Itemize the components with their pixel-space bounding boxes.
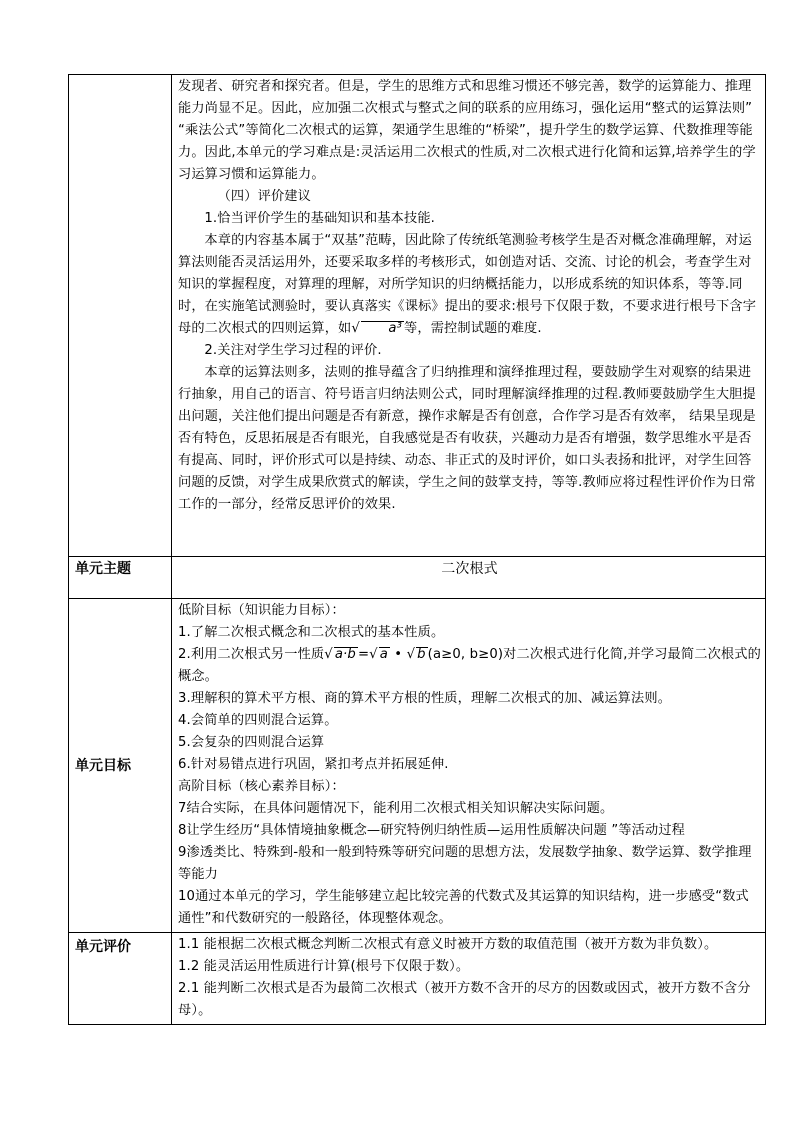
evaluation-suggestions-cell — [172, 75, 766, 557]
table-row-unit-evaluation — [69, 933, 766, 1025]
goal-7: 7结合实际，在具体问题情况下，能利用二次根式相关知识解决实际问题。 — [178, 801, 614, 816]
double-basics-text-end: 等，需控制试题的难度. — [404, 321, 542, 336]
eval-criterion-1-2: 1.2 能灵活运用性质进行计算(根号下仅限于数）。 — [178, 959, 470, 974]
table-row-evaluation-suggestions — [69, 75, 766, 557]
unit-evaluation-label: 单元评价 — [69, 933, 172, 1025]
eval-criterion-2-1: 2.1 能判断二次根式是否为最简二次根式（被开方数不含开的尽方的因数或因式，被开方数不含分母）。 — [178, 981, 751, 1018]
goal-4: 4.会简单的四则混合运算。 — [178, 713, 338, 728]
section-heading-evaluation: （四）评价建议 — [217, 189, 311, 204]
goal-6: 6.针对易错点进行巩固，紧扣考点并拓展延伸. — [178, 757, 449, 772]
goal-1: 1.了解二次根式概念和二次根式的基本性质。 — [178, 625, 445, 640]
goal-8: 8让学生经历“具体情境抽象概念—研究特例归纳性质—运用性质解决问题 ”等活动过程 — [178, 823, 685, 838]
unit-goals-label: 单元目标 — [69, 599, 172, 933]
difficulty-paragraph: 发现者、研究者和探究者。但是，学生的思维方式和思维习惯还不够完善，数学的运算能力、推理能力尚显不足。因此，应加强二次根式与整式之间的联系的应用练习，强化运用“整式的运算法则” “乘法公式”等简化二次根式的运算，架通学生思维的“桥梁”，提升学生的数学运算、代数推理等能力。因此,本单元的学习难点是:灵活运用二次根式的性质,对二次根式进行化简和运算,培养学生的学习运算习惯和运算能力。 — [178, 79, 756, 182]
unit-evaluation-cell — [172, 933, 766, 1025]
goal-5: 5.会复杂的四则混合运算 — [178, 735, 325, 750]
goal-3: 3.理解积的算术平方根、商的算术平方根的性质，理解二次根式的加、减运算法则。 — [178, 691, 672, 706]
unit-theme-label: 单元主题 — [69, 557, 172, 599]
unit-plan-table — [68, 74, 766, 1025]
goal-2 — [178, 644, 761, 688]
sqrt-b: b — [417, 647, 426, 662]
sqrt-symbol-icon: √ — [324, 647, 333, 662]
goal-2-text-end: (a≥0, b≥0)对二次根式进行化简,并学习最简二次根式的概念。 — [178, 647, 761, 684]
table-row-unit-goals — [69, 599, 766, 933]
sqrt-a-cubed: a³ — [361, 321, 404, 336]
goal-2-text: 2.利用二次根式另一性质 — [178, 647, 325, 662]
empty-label-cell — [69, 75, 172, 557]
eval-item-2: 2.关注对学生学习过程的评价. — [204, 343, 382, 358]
high-goals-heading: 高阶目标（核心素养目标）： — [178, 779, 345, 794]
table-row-unit-theme — [69, 557, 766, 599]
process-eval-paragraph: 本章的运算法则多，法则的推导蕴含了归纳推理和演绎推理过程，要鼓励学生对观察的结果进行抽象，用自己的语言、符号语言归纳法则公式，同时理解演绎推理的过程.教师要鼓励学生大胆提出问题，关注他们提出问题是否有新意，操作求解是否有创意，合作学习是否有效率， 结果呈现是否有特色，反思拓展是否有眼光，自我感觉是否有收获，兴趣动力是否有增强，数学思维水平是否有提高、同时，评价形式可以是持续、动态、非正式的及时评价，如口头表扬和批评，对学生回答问题的反馈，对学生成果欣赏式的解读，学生之间的鼓掌支持，等等.教师应将过程性评价作为日常工作的一部分，经常反思评价的效果. — [178, 365, 756, 512]
unit-theme-value: 二次根式 — [172, 557, 766, 599]
double-basics-text: 本章的内容基本属于“双基”范畴，因此除了传统纸笔测验考核学生是否对概念准确理解，对运算法则能否灵活运用外，还要采取多样的考核形式，如创造对话、交流、讨论的机会，考查学生对知识的掌握程度，对算理的理解，对所学知识的归纳概括能力，以形成系统的知识体系，等等.同时，在实施笔试测验时，要认真落实《课标》提出的要求:根号下仅限于数，不要求进行根号下含字母的二次根式的四则运算，如 — [178, 233, 757, 336]
eval-item-1: 1.恰当评价学生的基础知识和基本技能. — [204, 211, 436, 226]
equals-sign: = — [357, 647, 370, 662]
goal-10: 10通过本单元的学习，学生能够建立起比较完善的代数式及其运算的知识结构，进一步感受“数式通性”和代数研究的一般路径，体现整体观念。 — [178, 889, 749, 926]
sqrt-symbol-icon: √ — [406, 647, 416, 662]
dot-operator: • — [389, 647, 407, 662]
sqrt-symbol-icon: √ — [369, 647, 378, 662]
double-basics-paragraph — [178, 230, 761, 340]
low-goals-heading: 低阶目标（知识能力目标）： — [178, 603, 345, 618]
sqrt-symbol-icon: √ — [351, 321, 360, 336]
goal-9: 9渗透类比、特殊到-般和一般到特殊等研究问题的思想方法，发展数学抽象、数学运算、数学推理等能力 — [178, 845, 752, 882]
sqrt-ab: a·b — [334, 647, 356, 662]
eval-criterion-1-1: 1.1 能根据二次根式概念判断二次根式有意义时被开方数的取值范围（被开方数为非负数）。 — [178, 937, 718, 952]
unit-goals-cell — [172, 599, 766, 933]
sqrt-a: a — [379, 647, 388, 662]
